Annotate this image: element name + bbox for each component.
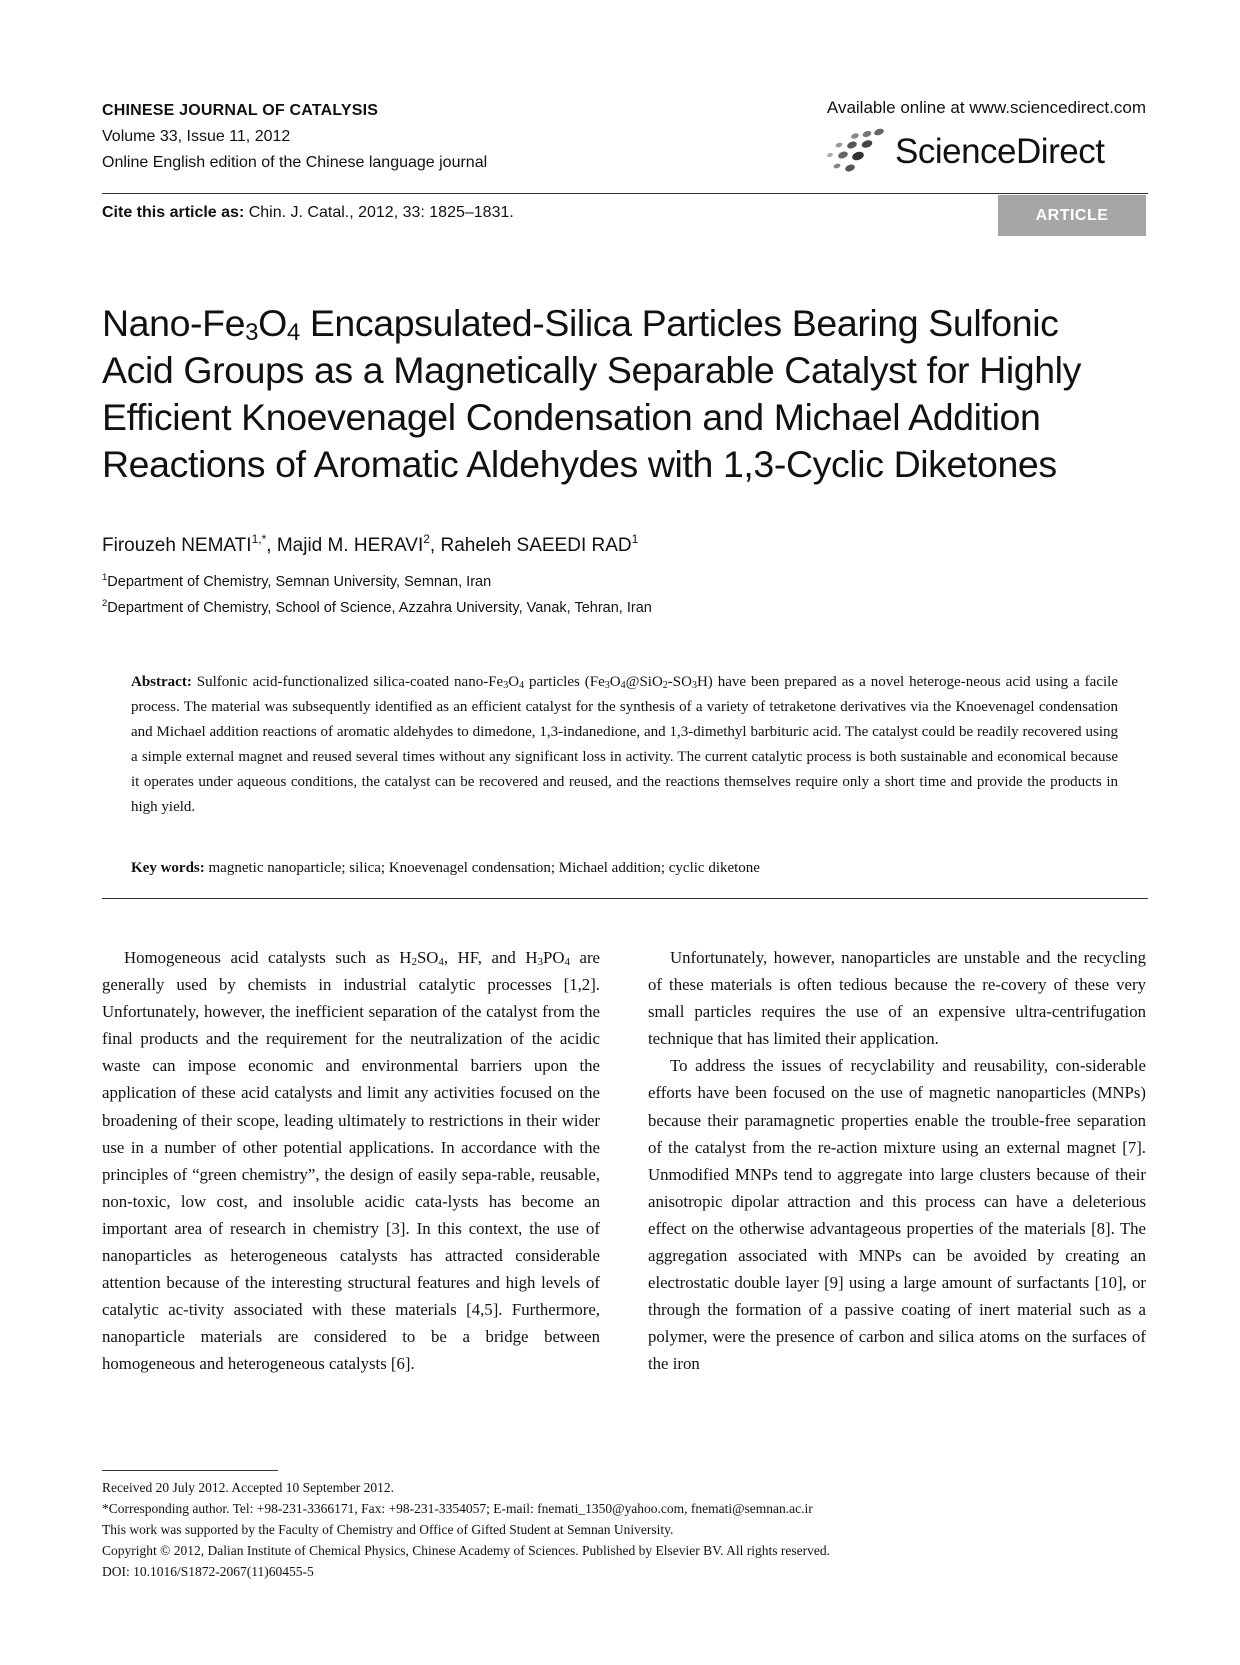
- affiliation-text: Department of Chemistry, School of Science, Azzahra University, Vanak, Tehran, Iran: [107, 600, 652, 616]
- body-paragraph: [102, 944, 600, 1378]
- keywords-label: Key words:: [131, 860, 205, 876]
- abstract-subscript: 3: [691, 680, 697, 691]
- title-text: Encapsulated-Silica Particles Bearing Sulfonic: [299, 302, 1059, 344]
- body-column-right: [648, 944, 1146, 1378]
- journal-edition: Online English edition of the Chinese language journal: [102, 154, 488, 171]
- sciencedirect-logo[interactable]: [825, 128, 1125, 178]
- citation-value: Chin. J. Catal., 2012, 33: 1825–1831.: [244, 204, 514, 221]
- available-online-link[interactable]: Available online at www.sciencedirect.com: [826, 98, 1146, 117]
- header-divider: [102, 193, 1148, 194]
- footnote-received: Received 20 July 2012. Accepted 10 September 2012.: [102, 1480, 395, 1495]
- abstract-subscript: 3: [503, 680, 509, 691]
- title-subscript: 4: [286, 319, 300, 346]
- abstract-text: particles (Fe: [524, 674, 605, 690]
- body-subscript: 2: [411, 956, 417, 968]
- author-3-affil: 1: [631, 532, 639, 546]
- keywords-text: magnetic nanoparticle; silica; Knoevenagel condensation; Michael addition; cyclic diketone: [204, 860, 760, 876]
- body-paragraph: Unfortunately, however, nanoparticles are unstable and the recycling of these materials is often tedious because the re-covery of these very small particles requires the use of an expensive ultra-centrifugation technique that has limited their application.: [648, 948, 1146, 1049]
- affiliation-1: [102, 574, 491, 590]
- abstract: [131, 670, 1118, 820]
- abstract-subscript: 4: [620, 680, 626, 691]
- footnote-copyright: Copyright © 2012, Dalian Institute of Chemical Physics, Chinese Academy of Sciences. Published by Elsevier BV. All rights reserved.: [102, 1543, 831, 1558]
- footnote-doi: DOI: 10.1016/S1872-2067(11)60455-5: [102, 1564, 314, 1579]
- abstract-text: O: [609, 674, 621, 690]
- title-text: O: [258, 302, 287, 344]
- body-column-left: [102, 944, 600, 1378]
- body-text: are generally used by chemists in industrial catalytic processes [1,2]. Unfortunately, however, the inefficient separation of the catalyst from the final products and the requirement for the neutralization of the acidic waste can impose economic and environmental barriers upon the application of these acid catalysts and limit any activities focused on the broadening of their scope, leading ultimately to restrictions in their wider use in a number of other potential applications. In accordance with the principles of “green chemistry”, the design of easily sepa-rable, reusable, non-toxic, low cost, and insoluble acidic cata-lysts has become an important area of research in chemistry [3]. In this context, the use of nanoparticles as heterogeneous catalysts has attracted considerable attention because of the interesting structural features and high levels of catalytic ac-tivity associated with these materials [4,5]. Furthermore, nanoparticle materials are considered to be a bridge between homogeneous and heterogeneous catalysts [6].: [102, 948, 601, 1374]
- abstract-subscript: 2: [662, 680, 668, 691]
- body-subscript: 3: [537, 956, 543, 968]
- journal-name: CHINESE JOURNAL OF CATALYSIS: [102, 102, 379, 119]
- body-text: PO: [542, 948, 565, 967]
- footnote-corresponding-author: *Corresponding author. Tel: +98-231-3366171, Fax: +98-231-3354057; E-mail: fnemati_1350@yahoo.com, fnemati@semnan.ac.ir: [102, 1501, 813, 1516]
- sciencedirect-dots-icon: [825, 128, 889, 178]
- footnote-funding: This work was supported by the Faculty of Chemistry and Office of Gifted Student at Semnan University.: [102, 1522, 674, 1537]
- abstract-subscript: 3: [604, 680, 610, 691]
- body-text: , HF, and H: [443, 948, 538, 967]
- title-line-2: Acid Groups as a Magnetically Separable Catalyst for Highly: [102, 349, 1081, 391]
- citation-label: Cite this article as:: [102, 204, 245, 221]
- title-line-1: [102, 300, 1162, 347]
- author-list: [102, 532, 639, 557]
- affiliation-marker: 1: [102, 572, 108, 583]
- paper-title: [102, 300, 1162, 488]
- body-text: Homogeneous acid catalysts such as H: [124, 948, 412, 967]
- affiliation-marker: 2: [102, 598, 108, 609]
- affiliation-2: [102, 600, 652, 616]
- author-2: , Majid M. HERAVI: [266, 535, 424, 556]
- footnote-divider: [102, 1470, 278, 1471]
- abstract-text: -SO: [667, 674, 692, 690]
- author-1-affil: 1,*: [251, 532, 267, 546]
- author-3: , Raheleh SAEEDI RAD: [429, 535, 632, 556]
- affiliation-text: Department of Chemistry, Semnan University, Semnan, Iran: [107, 574, 492, 590]
- abstract-label: Abstract:: [131, 674, 192, 690]
- body-subscript: 4: [438, 956, 444, 968]
- citation-line: [102, 204, 514, 222]
- abstract-divider: [102, 898, 1148, 899]
- title-subscript: 3: [245, 319, 259, 346]
- author-2-affil: 2: [423, 532, 430, 546]
- body-text: SO: [416, 948, 439, 967]
- abstract-text: H) have been prepared as a novel heteroge-neous acid using a facile process. The material was subsequently identified as an efficient catalyst for the synthesis of a variety of tetraketone derivatives via the Knoevenagel condensation and Michael addition reactions of aromatic aldehydes to dimedone, 1,3-indanedione, and 1,3-dimethyl barbituric acid. The catalyst could be readily recovered using a simple external magnet and reused several times without any significant loss in activity. The current catalytic process is both sustainable and economical because it operates under aqueous conditions, the catalyst can be recovered and reused, and the reactions themselves require only a short time and provide the products in high yield.: [131, 674, 1118, 815]
- sciencedirect-wordmark: ScienceDirect: [895, 132, 1105, 171]
- title-line-4: Reactions of Aromatic Aldehydes with 1,3-Cyclic Diketones: [102, 443, 1057, 485]
- abstract-subscript: 4: [519, 680, 525, 691]
- journal-volume: Volume 33, Issue 11, 2012: [102, 128, 291, 145]
- body-subscript: 4: [564, 956, 570, 968]
- title-text: Nano-Fe: [102, 302, 246, 344]
- abstract-text: Sulfonic acid-functionalized silica-coated nano-Fe: [191, 674, 504, 690]
- body-paragraph: To address the issues of recyclability and reusability, con-siderable efforts have been focused on the use of magnetic nanoparticles (MNPs) because their paramagnetic properties enable the trouble-free separation of the catalyst from the re-action mixture using an external magnet [7]. Unmodified MNPs tend to aggregate into large clusters because of their anisotropic dipolar attraction and this process can have a deleterious effect on the otherwise advantageous properties of the materials [8]. The aggregation associated with MNPs can be avoided by creating an electrostatic double layer [9] using a large amount of surfactants [10], or through the formation of a passive coating of inert material such as a polymer, were the presence of carbon and silica atoms on the surfaces of the iron: [648, 1056, 1146, 1374]
- abstract-text: O: [508, 674, 520, 690]
- footnotes: [102, 1477, 1148, 1582]
- abstract-text: @SiO: [625, 674, 663, 690]
- article-type-badge: ARTICLE: [998, 195, 1146, 236]
- title-line-3: Efficient Knoevenagel Condensation and Michael Addition: [102, 396, 1041, 438]
- keywords: [131, 860, 1118, 877]
- author-1: Firouzeh NEMATI: [102, 535, 252, 556]
